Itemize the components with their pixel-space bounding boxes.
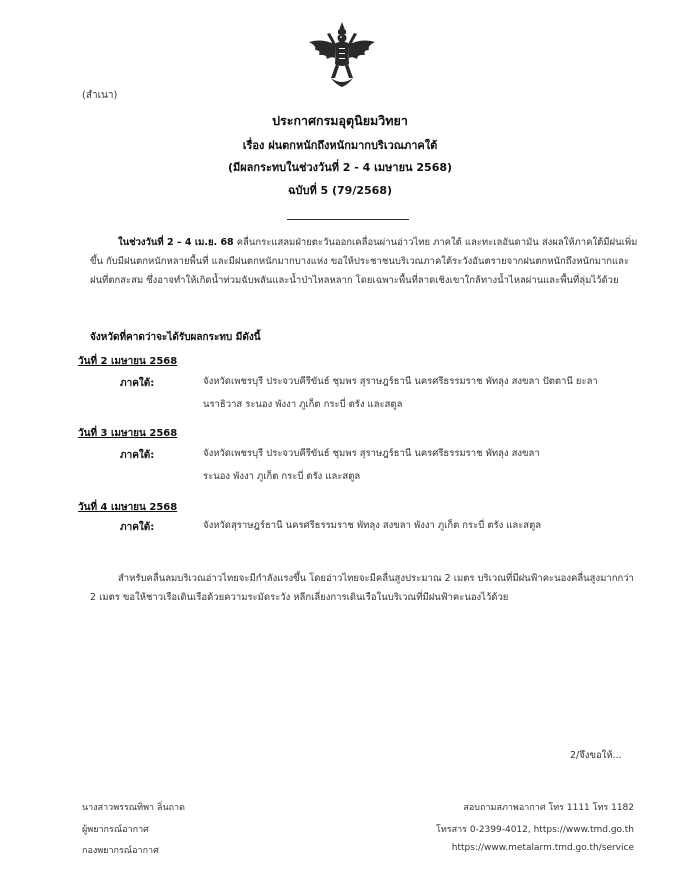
title-divider	[287, 219, 409, 220]
sea-conditions-paragraph: สำหรับคลื่นลมบริเวณอ่าวไทยจะมีกำลังแรงขึ้น โดยอ่าวไทยจะมีคลื่นสูงประมาณ 2 เมตร บริเวณที่มีฝนฟ้าคะนองคลื่นสูงมากกว่า 2 เมตร ขอให้ชาวเรือเดินเรือด้วยความระมัดระวัง หลีกเลี่ยงการเดินเรือในบริเวณที่มีฝนฟ้าคะนองไว้ด้วย	[90, 573, 634, 603]
contact-info: โทรสาร 0-2399-4012, https://www.tmd.go.th	[436, 825, 634, 835]
signer-name: นางสาวพรรณทิพา ลิ่นถาด	[82, 803, 185, 813]
region-label: ภาคใต้:	[120, 378, 155, 389]
province-line: จังหวัดเพชรบุรี ประจวบคีรีขันธ์ ชุมพร สุราษฎร์ธานี นครศรีธรรมราช พัทลุง สงขลา ปัตตานี ยะลา	[203, 376, 598, 387]
affected-provinces-heading: จังหวัดที่คาดว่าจะได้รับผลกระทบ มีดังนี้	[90, 332, 261, 343]
region-label: ภาคใต้:	[120, 522, 155, 533]
division-name: กองพยากรณ์อากาศ	[82, 846, 159, 856]
service-url: https://www.metalarm.tmd.go.th/service	[451, 843, 634, 853]
issue-number: ฉบับที่ 5 (79/2568)	[287, 184, 393, 197]
province-list	[203, 514, 603, 537]
intro-paragraph	[90, 233, 640, 290]
intro-period: ในช่วงวันที่ 2 – 4 เม.ย. 68	[118, 237, 234, 248]
province-line: นราธิวาส ระนอง พังงา ภูเก็ต กระบี่ ตรัง และสตูล	[203, 399, 403, 410]
announcement-subject: เรื่อง ฝนตกหนักถึงหนักมากบริเวณภาคใต้	[242, 139, 438, 152]
intro-text: คลื่นกระแสลมฝ่ายตะวันออกเคลื่อนผ่านอ่าวไทย ภาคใต้ และทะเลอันดามัน ส่งผลให้ภาคใต้มีฝนเพิ่มขึ้น กับมีฝนตกหนักหลายพื้นที่ และมีฝนตกหนักมากบางแห่ง ขอให้ประชาชนบริเวณภาคใต้ระวังอันตรายจากฝนตกหนักถึงหนักมากและฝนที่ตกสะสม ซึ่งอาจทำให้เกิดน้ำท่วมฉับพลันและน้ำป่าไหลหลาก โดยเฉพาะพื้นที่ลาดเชิงเขาใกล้ทางน้ำไหลผ่านและพื้นที่ลุ่มไว้ด้วย	[90, 237, 638, 286]
province-line: ระนอง พังงา ภูเก็ต กระบี่ ตรัง และสตูล	[203, 471, 361, 482]
day-date: วันที่ 3 เมษายน 2568	[78, 428, 178, 439]
impact-period: (มีผลกระทบในช่วงวันที่ 2 - 4 เมษายน 2568)	[227, 161, 453, 174]
day-date: วันที่ 4 เมษายน 2568	[78, 502, 178, 513]
region-label: ภาคใต้:	[120, 450, 155, 461]
province-list	[203, 442, 603, 488]
province-line: จังหวัดเพชรบุรี ประจวบคีรีขันธ์ ชุมพร สุราษฎร์ธานี นครศรีธรรมราช พัทลุง สงขลา	[203, 448, 540, 459]
copy-label: (สำเนา)	[82, 90, 118, 101]
weather-hotline: สอบถามสภาพอากาศ โทร 1111 โทร 1182	[463, 803, 634, 813]
signer-title: ผู้พยากรณ์อากาศ	[82, 825, 149, 835]
day-date: วันที่ 2 เมษายน 2568	[78, 356, 178, 367]
announcement-title: ประกาศกรมอุตุนิยมวิทยา	[272, 113, 408, 128]
province-list	[203, 370, 603, 416]
continued-marker: 2/จึงขอให้...	[570, 750, 622, 761]
province-line: จังหวัดสุราษฎร์ธานี นครศรีธรรมราช พัทลุง สงขลา พังงา ภูเก็ต กระบี่ ตรัง และสตูล	[203, 520, 542, 531]
garuda-emblem-icon	[305, 20, 379, 90]
